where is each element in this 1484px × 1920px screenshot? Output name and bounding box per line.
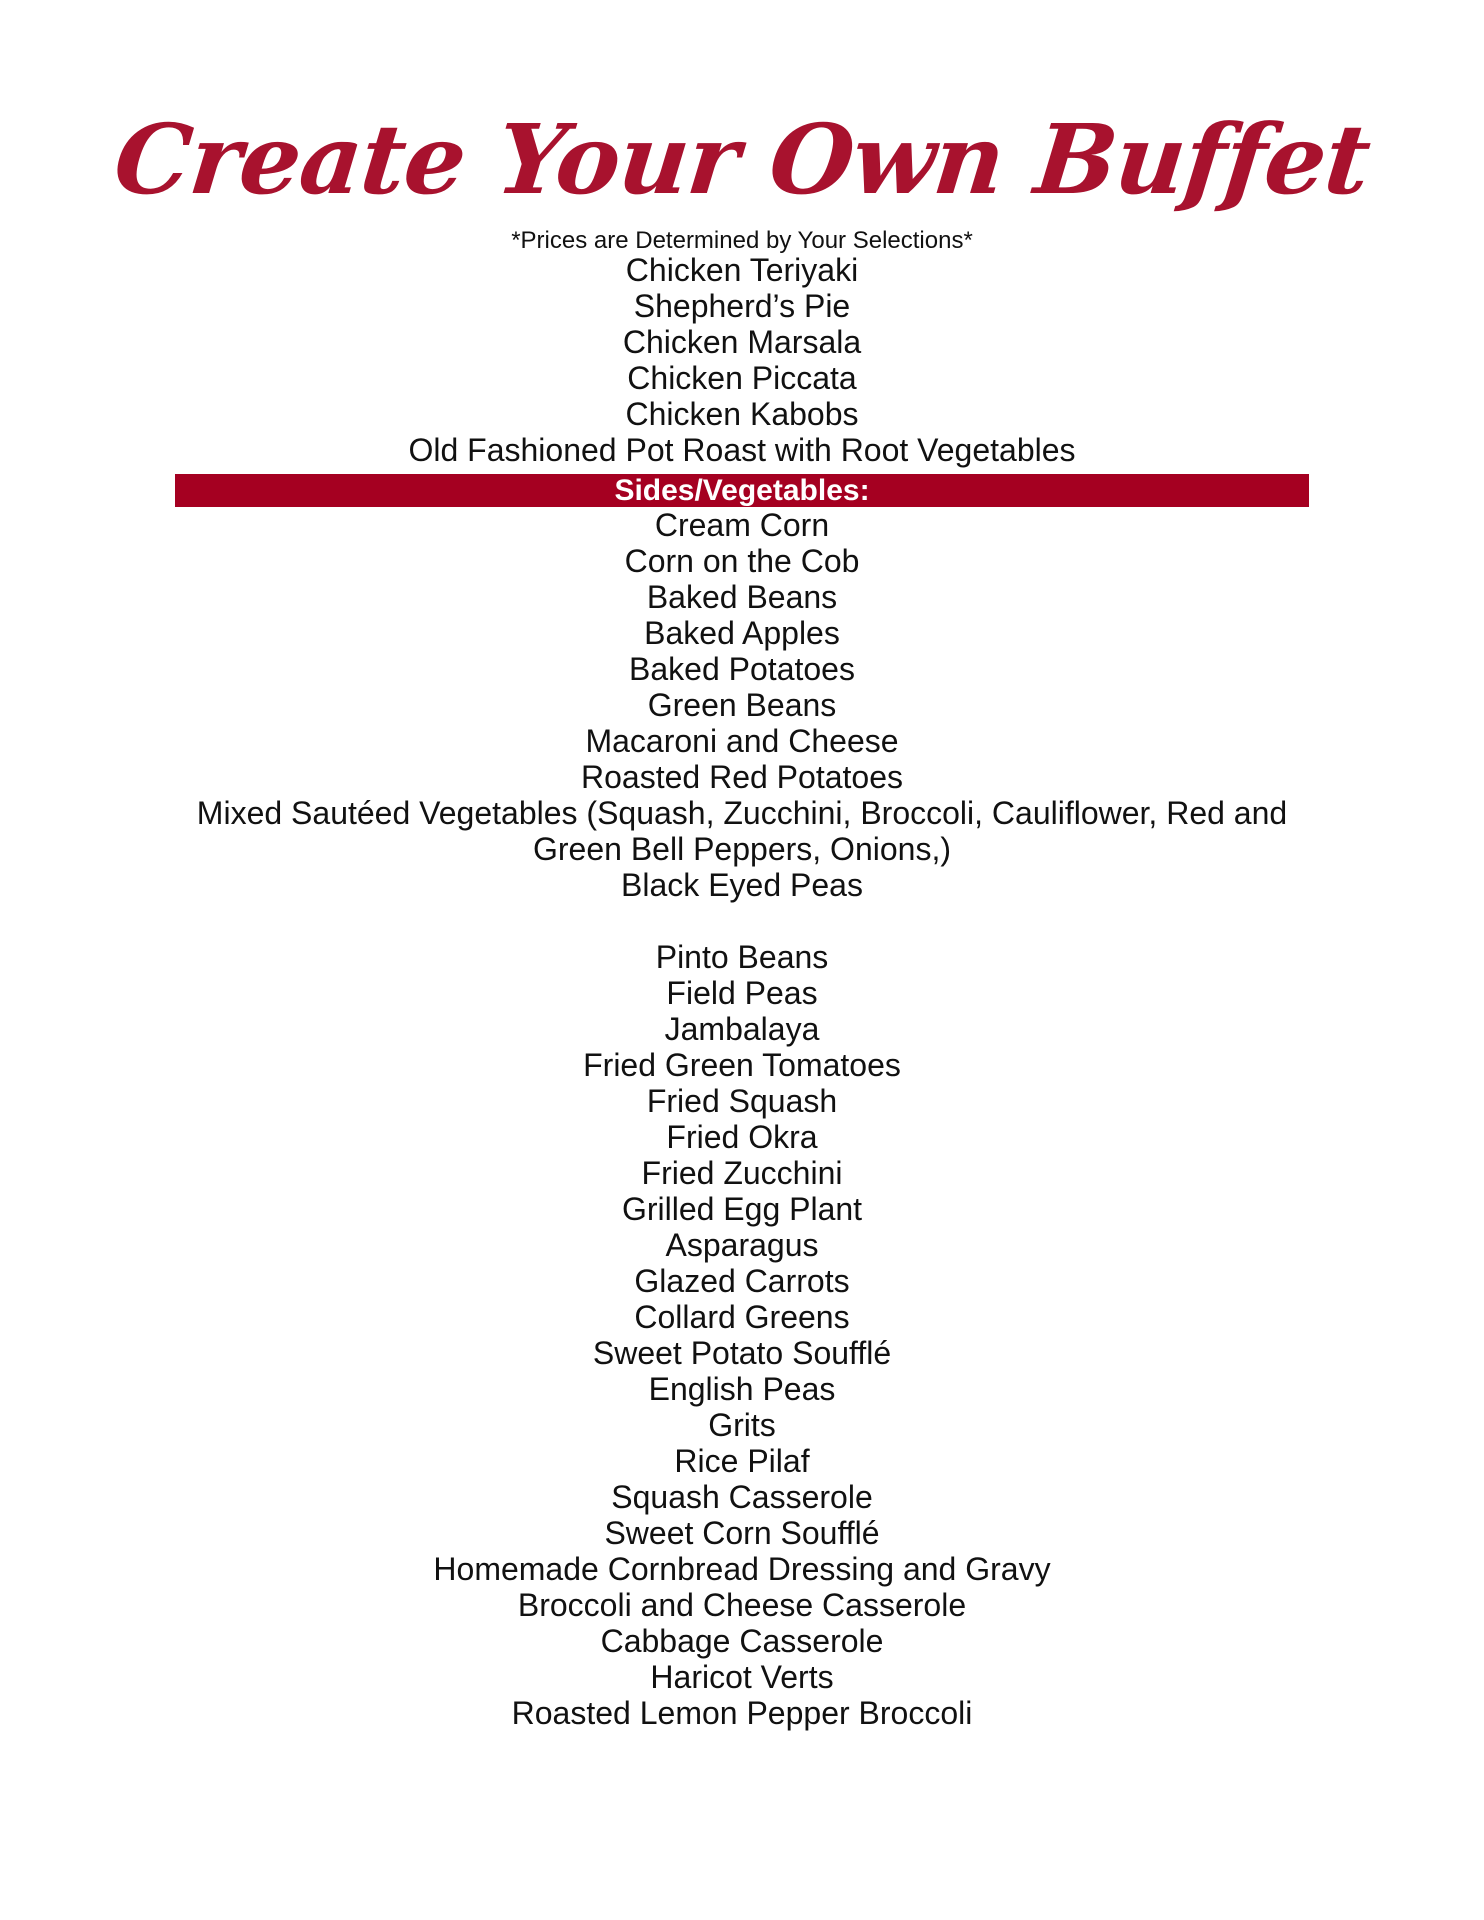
list-item: Collard Greens (634, 1299, 850, 1335)
list-item: Rice Pilaf (674, 1443, 810, 1479)
list-item: Black Eyed Peas (621, 867, 863, 903)
list-item: Jambalaya (664, 1011, 820, 1047)
list-item: Roasted Lemon Pepper Broccoli (511, 1695, 973, 1731)
list-item: Macaroni and Cheese (585, 723, 899, 759)
list-item: Roasted Red Potatoes (581, 759, 903, 795)
list-item: English Peas (648, 1371, 836, 1407)
section-heading-sides: Sides/Vegetables: (175, 474, 1309, 507)
list-item: Fried Squash (646, 1083, 838, 1119)
mains-list (0, 252, 1484, 468)
list-spacer (0, 903, 1484, 939)
list-item: Pinto Beans (655, 939, 829, 975)
sides-list (0, 507, 1484, 1731)
list-item: Chicken Kabobs (625, 396, 859, 432)
list-item: Broccoli and Cheese Casserole (517, 1587, 967, 1623)
list-item: Sweet Potato Soufflé (592, 1335, 892, 1371)
list-item: Shepherd’s Pie (633, 288, 851, 324)
list-item: Fried Okra (666, 1119, 818, 1155)
list-item: Cabbage Casserole (600, 1623, 884, 1659)
list-item: Glazed Carrots (634, 1263, 850, 1299)
list-item: Chicken Piccata (627, 360, 857, 396)
list-item: Green Beans (647, 687, 837, 723)
list-item: Grits (708, 1407, 776, 1443)
list-item: Chicken Marsala (622, 324, 862, 360)
list-item: Chicken Teriyaki (625, 252, 859, 288)
list-item: Squash Casserole (611, 1479, 873, 1515)
list-item: Corn on the Cob (624, 543, 860, 579)
list-item: Baked Potatoes (629, 651, 855, 687)
list-item: Baked Apples (644, 615, 840, 651)
list-item: Homemade Cornbread Dressing and Gravy (433, 1551, 1051, 1587)
list-item: Mixed Sautéed Vegetables (Squash, Zucchini, Broccoli, Cauliflower, Red and Green Bell Peppers, Onions,) (196, 795, 1288, 867)
pricing-note: *Prices are Determined by Your Selections* (511, 227, 973, 254)
list-item: Asparagus (665, 1227, 819, 1263)
list-item: Cream Corn (654, 507, 830, 543)
page-title: Create Your Own Buffet (109, 103, 1375, 216)
list-item: Sweet Corn Soufflé (604, 1515, 880, 1551)
list-item: Haricot Verts (650, 1659, 834, 1695)
list-item: Field Peas (666, 975, 818, 1011)
list-item: Baked Beans (646, 579, 838, 615)
list-item: Fried Zucchini (641, 1155, 843, 1191)
list-item: Old Fashioned Pot Roast with Root Vegetables (408, 432, 1076, 468)
list-item: Grilled Egg Plant (621, 1191, 863, 1227)
list-item: Fried Green Tomatoes (583, 1047, 901, 1083)
